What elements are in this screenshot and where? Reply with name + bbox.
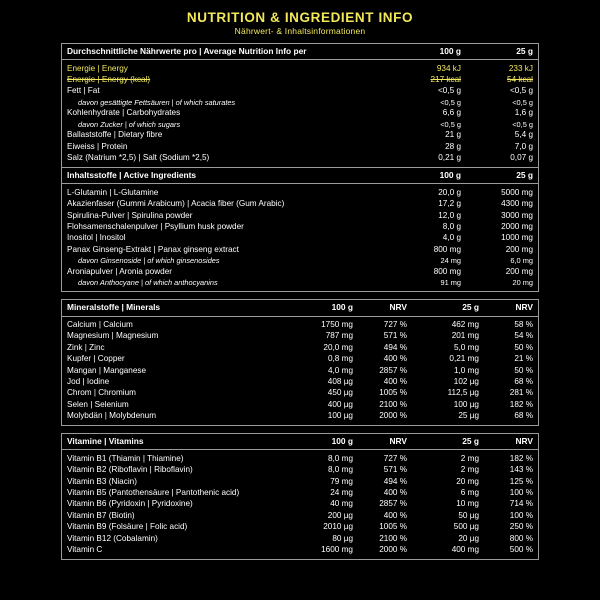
row-nrv-25g: 182 % <box>509 453 533 463</box>
row-label: Jod | Iodine <box>67 376 110 386</box>
row-value-100g: 200 µg <box>327 510 353 520</box>
row-value-25g: 102 µg <box>453 376 479 386</box>
row-value-100g: 6,6 g <box>442 108 461 118</box>
row-value-25g: 100 µg <box>453 399 479 409</box>
row-value-100g: 8,0 mg <box>327 465 353 475</box>
row-nrv-100g: 400 % <box>383 487 407 497</box>
row-nrv-25g: 250 % <box>509 522 533 532</box>
nutrition-header-col2: 25 g <box>516 46 533 56</box>
row-nrv-100g: 727 % <box>383 319 407 329</box>
minerals-header-label: Mineralstoffe | Minerals <box>67 302 161 313</box>
row-label: Flohsamenschalenpulver | Psyllium husk powder <box>67 222 244 232</box>
row-value-100g: 20,0 g <box>438 187 461 197</box>
row-value-25g: <0,5 g <box>512 119 533 129</box>
row-value-100g: 79 mg <box>330 476 353 486</box>
row-nrv-100g: 400 % <box>383 354 407 364</box>
table-row <box>62 266 538 277</box>
row-value-25g: 5,0 mg <box>453 342 479 352</box>
table-row <box>62 488 538 499</box>
row-value-25g: 2 mg <box>460 453 479 463</box>
table-row <box>62 411 538 422</box>
row-label: Panax Ginseng-Extrakt | Panax ginseng extract <box>67 244 239 254</box>
table-row <box>62 130 538 141</box>
table-row <box>62 97 538 108</box>
row-label: Spirulina-Pulver | Spirulina powder <box>67 210 193 220</box>
table-row <box>62 377 538 388</box>
row-value-100g: 800 mg <box>433 244 461 254</box>
table-header-row <box>62 300 538 315</box>
row-label: Selen | Selenium <box>67 399 129 409</box>
spacer <box>62 288 538 291</box>
nutrition-panel <box>61 43 539 292</box>
row-value-25g: 233 kJ <box>508 63 533 73</box>
row-label: Vitamin B5 (Pantothensäure | Pantothenic acid) <box>67 487 240 497</box>
table-row <box>62 533 538 544</box>
table-row <box>62 522 538 533</box>
row-value-100g: 24 mg <box>440 256 461 266</box>
row-value-100g: <0,5 g <box>438 86 461 96</box>
row-nrv-25g: 281 % <box>509 388 533 398</box>
table-row <box>62 388 538 399</box>
row-nrv-25g: 100 % <box>509 510 533 520</box>
row-value-100g: 787 mg <box>325 331 353 341</box>
row-nrv-25g: 714 % <box>509 499 533 509</box>
row-label: Vitamin B9 (Folsäure | Folic acid) <box>67 522 188 532</box>
row-value-100g: 408 µg <box>327 376 353 386</box>
row-value-25g: 50 µg <box>458 510 479 520</box>
table-row <box>62 244 538 255</box>
row-value-25g: 20 mg <box>512 278 533 288</box>
table-row <box>62 233 538 244</box>
vitamins-panel <box>61 433 539 560</box>
row-value-100g: 1750 mg <box>321 319 353 329</box>
table-header-row <box>62 168 538 183</box>
minerals-header-col2: 25 g <box>462 302 479 313</box>
active-header-label: Inhaltsstoffe | Active Ingredients <box>67 170 197 181</box>
row-value-25g: <0,5 g <box>510 86 533 96</box>
row-value-100g: 20,0 mg <box>323 342 353 352</box>
table-row <box>62 365 538 376</box>
row-nrv-25g: 182 % <box>509 399 533 409</box>
row-label: Vitamin B6 (Pyridoxin | Pyridoxine) <box>67 499 193 509</box>
row-label: Ballaststoffe | Dietary fibre <box>67 130 163 140</box>
table-row <box>62 342 538 353</box>
row-nrv-100g: 1005 % <box>379 522 407 532</box>
table-row <box>62 354 538 365</box>
row-label: Calcium | Calcium <box>67 319 133 329</box>
table-row <box>62 545 538 556</box>
row-value-25g: 20 µg <box>458 533 479 543</box>
table-row <box>62 108 538 119</box>
row-value-25g: 1,0 mg <box>453 365 479 375</box>
table-header-row <box>62 44 538 59</box>
table-row <box>62 222 538 233</box>
minerals-header-nrv1: NRV <box>389 302 407 313</box>
row-nrv-25g: 58 % <box>514 319 533 329</box>
row-value-25g: 112,5 µg <box>447 388 479 398</box>
row-nrv-100g: 571 % <box>383 331 407 341</box>
row-label: Zink | Zinc <box>67 342 105 352</box>
row-value-25g: 6 mg <box>460 487 479 497</box>
row-value-100g: 8,0 mg <box>327 453 353 463</box>
row-label: Vitamin B3 (Niacin) <box>67 476 137 486</box>
row-label: Molybdän | Molybdenum <box>67 411 157 421</box>
table-row <box>62 399 538 410</box>
row-value-25g: 7,0 g <box>514 141 533 151</box>
table-row <box>62 187 538 198</box>
row-value-100g: 80 µg <box>332 533 353 543</box>
row-label: davon Zucker | of which sugars <box>78 119 181 129</box>
row-value-100g: <0,5 g <box>440 119 461 129</box>
row-value-100g: 2010 µg <box>323 522 353 532</box>
row-value-25g: 1,6 g <box>514 108 533 118</box>
table-row <box>62 199 538 210</box>
table-row <box>62 499 538 510</box>
row-value-100g: 0,8 mg <box>327 354 353 364</box>
table-row <box>62 75 538 86</box>
row-nrv-100g: 571 % <box>383 465 407 475</box>
row-label: Vitamin B1 (Thiamin | Thiamine) <box>67 453 184 463</box>
page-title: NUTRITION & INGREDIENT INFO <box>186 10 414 25</box>
row-value-25g: 2 mg <box>460 465 479 475</box>
row-value-25g: 6,0 mg <box>510 256 533 266</box>
row-label: Magnesium | Magnesium <box>67 331 159 341</box>
row-value-100g: 12,0 g <box>438 210 461 220</box>
row-value-25g: 1000 mg <box>501 233 533 243</box>
row-value-25g: <0,5 g <box>512 97 533 107</box>
row-label: Energie | Energy (kcal) <box>67 75 151 85</box>
row-value-100g: 1600 mg <box>321 544 353 554</box>
row-value-100g: 40 mg <box>330 499 353 509</box>
nutrition-header-label: Durchschnittliche Nährwerte pro | Average Nutrition Info per <box>67 46 307 56</box>
row-nrv-100g: 1005 % <box>379 388 407 398</box>
row-label: Kohlenhydrate | Carbohydrates <box>67 108 181 118</box>
row-label: Vitamin C <box>67 544 103 554</box>
row-value-25g: 4300 mg <box>501 199 533 209</box>
table-row <box>62 476 538 487</box>
table-row <box>62 119 538 130</box>
minerals-table <box>62 300 538 425</box>
nutrition-table <box>62 44 538 291</box>
row-nrv-100g: 2100 % <box>379 533 407 543</box>
row-value-100g: 0,21 g <box>438 153 461 163</box>
row-label: Vitamin B12 (Cobalamin) <box>67 533 158 543</box>
row-label: Inositol | Inositol <box>67 233 126 243</box>
row-label: Fett | Fat <box>67 86 100 96</box>
row-nrv-100g: 494 % <box>383 342 407 352</box>
row-value-25g: 3000 mg <box>501 210 533 220</box>
row-value-100g: 21 g <box>445 130 461 140</box>
row-nrv-25g: 68 % <box>514 411 533 421</box>
row-value-100g: 400 µg <box>327 399 353 409</box>
table-row <box>62 256 538 267</box>
row-value-25g: 5000 mg <box>501 187 533 197</box>
table-header-row <box>62 434 538 449</box>
row-value-100g: 450 µg <box>327 388 353 398</box>
row-label: Energie | Energy <box>67 63 128 73</box>
row-nrv-25g: 50 % <box>514 365 533 375</box>
row-value-25g: 0,07 g <box>510 153 533 163</box>
row-nrv-25g: 143 % <box>509 465 533 475</box>
table-row <box>62 278 538 289</box>
minerals-panel <box>61 299 539 426</box>
row-label: Salz (Natrium *2,5) | Salt (Sodium *2,5) <box>67 153 210 163</box>
row-nrv-100g: 2857 % <box>379 365 407 375</box>
row-value-25g: 54 kcal <box>507 75 533 85</box>
row-value-25g: 25 µg <box>458 411 479 421</box>
row-value-100g: 8,0 g <box>442 222 461 232</box>
row-nrv-100g: 2857 % <box>379 499 407 509</box>
table-row <box>62 141 538 152</box>
nutrition-header-col1: 100 g <box>439 46 461 56</box>
row-value-100g: 17,2 g <box>438 199 461 209</box>
table-row <box>62 153 538 164</box>
table-row <box>62 86 538 97</box>
row-value-25g: 5,4 g <box>514 130 533 140</box>
row-nrv-100g: 494 % <box>383 476 407 486</box>
row-value-100g: <0,5 g <box>440 97 461 107</box>
row-nrv-25g: 500 % <box>509 544 533 554</box>
row-label: Aroniapulver | Aronia powder <box>67 266 172 276</box>
row-nrv-25g: 68 % <box>514 376 533 386</box>
minerals-header-nrv2: NRV <box>515 302 533 313</box>
row-value-100g: 217 kcal <box>430 75 461 85</box>
row-value-100g: 91 mg <box>440 278 461 288</box>
vitamins-header-nrv1: NRV <box>389 436 407 447</box>
row-nrv-100g: 400 % <box>383 510 407 520</box>
page-subtitle: Nährwert- & Inhaltsinformationen <box>234 26 366 36</box>
row-value-25g: 201 mg <box>451 331 479 341</box>
row-nrv-100g: 727 % <box>383 453 407 463</box>
row-label: Chrom | Chromium <box>67 388 137 398</box>
table-row <box>62 320 538 331</box>
table-row <box>62 453 538 464</box>
row-value-25g: 20 mg <box>456 476 479 486</box>
row-label: davon Anthocyane | of which anthocyanins <box>78 278 218 288</box>
row-label: davon Ginsenoside | of which ginsenosides <box>78 256 220 266</box>
active-header-col1: 100 g <box>439 170 461 181</box>
vitamins-header-col2: 25 g <box>462 436 479 447</box>
table-row <box>62 465 538 476</box>
row-value-100g: 4,0 g <box>442 233 461 243</box>
row-label: Akazienfaser (Gummi Arabicum) | Acacia fiber (Gum Arabic) <box>67 199 285 209</box>
row-value-25g: 400 mg <box>451 544 479 554</box>
spacer <box>62 422 538 425</box>
vitamins-table <box>62 434 538 559</box>
vitamins-header-label: Vitamine | Vitamins <box>67 436 144 447</box>
row-label: davon gesättigte Fettsäuren | of which saturates <box>78 97 236 107</box>
row-label: Vitamin B2 (Riboflavin | Riboflavin) <box>67 465 193 475</box>
row-value-25g: 0,21 mg <box>449 354 479 364</box>
row-value-100g: 28 g <box>445 141 461 151</box>
vitamins-header-nrv2: NRV <box>515 436 533 447</box>
row-nrv-25g: 800 % <box>509 533 533 543</box>
active-header-col2: 25 g <box>516 170 533 181</box>
row-nrv-100g: 2000 % <box>379 544 407 554</box>
row-value-100g: 100 µg <box>327 411 353 421</box>
row-value-25g: 200 mg <box>505 266 533 276</box>
row-nrv-25g: 125 % <box>509 476 533 486</box>
row-label: Kupfer | Copper <box>67 354 125 364</box>
row-label: Eiweiss | Protein <box>67 141 128 151</box>
row-label: L-Glutamin | L-Glutamine <box>67 187 159 197</box>
row-label: Mangan | Manganese <box>67 365 147 375</box>
table-row <box>62 331 538 342</box>
table-row <box>62 210 538 221</box>
row-nrv-25g: 100 % <box>509 487 533 497</box>
row-value-25g: 500 µg <box>453 522 479 532</box>
row-nrv-25g: 50 % <box>514 342 533 352</box>
row-value-100g: 800 mg <box>433 266 461 276</box>
vitamins-header-col1: 100 g <box>331 436 353 447</box>
row-nrv-25g: 21 % <box>514 354 533 364</box>
table-row <box>62 510 538 521</box>
row-nrv-100g: 400 % <box>383 376 407 386</box>
row-nrv-25g: 54 % <box>514 331 533 341</box>
minerals-header-col1: 100 g <box>331 302 353 313</box>
row-nrv-100g: 2100 % <box>379 399 407 409</box>
row-value-100g: 934 kJ <box>436 63 461 73</box>
row-value-25g: 2000 mg <box>501 222 533 232</box>
row-nrv-100g: 2000 % <box>379 411 407 421</box>
row-value-100g: 24 mg <box>330 487 353 497</box>
row-value-25g: 200 mg <box>505 244 533 254</box>
row-value-25g: 462 mg <box>451 319 479 329</box>
row-label: Vitamin B7 (Biotin) <box>67 510 135 520</box>
row-value-100g: 4,0 mg <box>327 365 353 375</box>
spacer <box>62 556 538 559</box>
row-value-25g: 10 mg <box>456 499 479 509</box>
table-row <box>62 63 538 74</box>
